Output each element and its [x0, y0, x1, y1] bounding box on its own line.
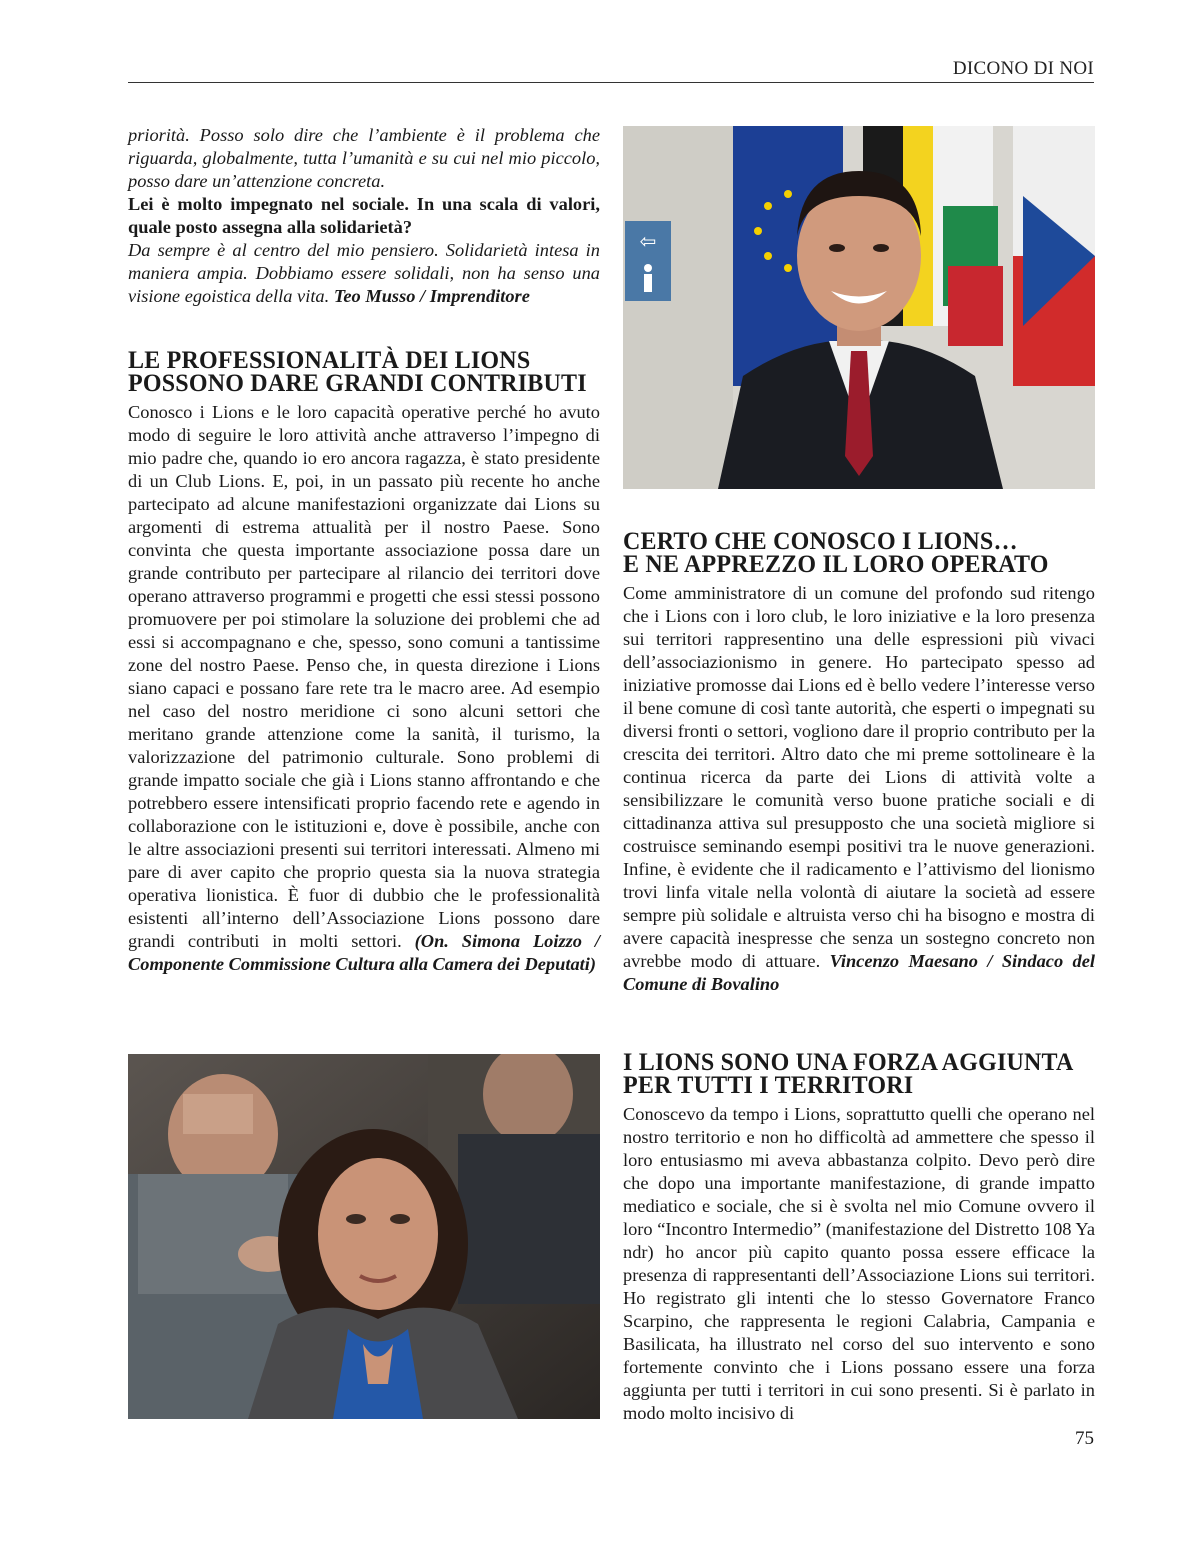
article-left — [128, 346, 600, 976]
section-title: DICONO DI NOI — [952, 58, 1094, 79]
page-number: 75 — [1075, 1428, 1094, 1449]
intro-block — [128, 124, 600, 308]
photo-vincenzo-maesano — [623, 126, 1095, 489]
article-left-body-text: Conosco i Lions e le loro capacità operative perché ho avuto modo di seguire le loro attività anche attraverso l’impegno di mio padre che, quando io ero ancora ragazza, è stato presidente di un Club Lions. E, poi, in un passato più recente ho anche partecipato ad alcune manifestazioni organizzate dai Lions su argomenti di estrema attualità per il nostro Paese. Sono convinta che questa importante associazione possa dare un grande contributo per partecipare al rilancio dei territori dove operano attraverso programmi e progetti che essi stessi possono promuovere per poi stimolare la soluzione dei problemi che ad essi si accompagnano e che, spesso, sono comuni a tantissime zone del nostro Paese. Penso che, in questa direzione i Lions siano capaci e possano fare rete tra le macro aree. Ad esempio nel caso del nostro meridione ci sono alcuni settori che meritano grande attenzione come la sanità, il turismo, la valorizzazione del patrimonio culturale. Sono problemi di grande impatto sociale che già i Lions stanno affrontando e che potrebbero essere intensificati proprio facendo rete e agendo in collaborazione con le istituzioni e, dove è possibile, anche con le altre associazioni presenti sui territori interessati. Almeno mi pare di aver capito che proprio questa sia la nuova strategia operativa lionistica. È fuor di dubbio che le professionalità esistenti all’interno dell’Associazione Lions possono dare grandi contributi in molti settori. — [128, 402, 600, 951]
article-right-1-title-line2: E NE APPREZZO IL LORO OPERATO — [623, 550, 1049, 579]
article-right-2-title-line1: I LIONS SONO UNA FORZA AGGIUNTA — [623, 1048, 1074, 1077]
intro-answer-2 — [128, 239, 600, 308]
intro-answer-2-text: Da sempre è al centro del mio pensiero. Solidarietà intesa in maniera ampia. Dobbiamo essere solidali, non ha senso una visione egoistica della vita. — [128, 240, 600, 306]
photo-simona-loizzo — [128, 1054, 600, 1419]
intro-answer-1: priorità. Posso solo dire che l’ambiente è il problema che riguarda, globalmente, tutta l’umanità e su cui nel mio piccolo, posso dare un’attenzione concreta. — [128, 125, 600, 191]
svg-text:⇦: ⇦ — [639, 229, 657, 253]
article-right-1 — [623, 527, 1095, 996]
article-left-signature: (On. Simona Loizzo / Componente Commissione Cultura alla Camera dei Deputati) — [128, 931, 600, 974]
intro-question: Lei è molto impegnato nel sociale. In una scala di valori, quale posto assegna alla solidarietà? — [128, 194, 600, 237]
man-photo-illustration — [623, 126, 1095, 489]
article-right-1-body — [623, 582, 1095, 996]
article-right-2-title-line2: PER TUTTI I TERRITORI — [623, 1071, 914, 1100]
article-right-1-signature: Vincenzo Maesano / Sindaco del Comune di Bovalino — [623, 951, 1095, 994]
article-right-1-title-line1: CERTO CHE CONOSCO I LIONS… — [623, 527, 1018, 556]
intro-signature: Teo Musso / Imprenditore — [333, 286, 530, 306]
header-divider — [128, 82, 1094, 83]
article-right-1-body-text: Come amministratore di un comune del profondo sud ritengo che i Lions con i loro club, le loro iniziative e la loro presenza sui territori rappresentino una delle espressioni più vivaci dell’associazionismo in genere. Ho partecipato spesso ad iniziative promosse dai Lions ed è bello vedere l’interesse verso il bene comune di così tante autorità, che esperti o impegnati su diversi fronti o settori, vogliono dare il proprio contributo per la crescita dei territori. Altro dato che mi preme sottolineare è la continua ricerca da parte dei Lions di attività volte a sensibilizzare le comunità verso buone pratiche sociali e di cittadinanza attiva sul presupposto che una società migliore si costruisce seminando esempi positivi tra le nuove generazioni. Infine, è evidente che il radicamento e l’attivismo del lionismo trovi linfa vitale nella volontà di aiutare la società ad essere sempre più solidale e altruista verso chi ha bisogno e mostra di avere capacità inespresse che senza un sostegno concreto non avrebbe modo di attuare. — [623, 583, 1095, 971]
article-right-1-title — [623, 527, 1095, 579]
article-right-2-body: Conoscevo da tempo i Lions, soprattutto quelli che operano nel nostro territorio e non ho difficoltà ad ammettere che spesso il loro entusiasmo mi aveva abbastanza colpito. Devo però dire che dopo una importante manifestazione, di grande impatto mediatico e sociale, che si è svolta nel mio Comune ovvero il loro “Incontro Intermedio” (manifestazione del Distretto 108 Ya ndr) ho ancor più capito quanto possa essere efficace la presenza di rappresentanti dell’Associazione Lions sui territori. Ho registrato gli intenti che lo stesso Governatore Franco Scarpino, che rappresenta le regioni Calabria, Campania e Basilicata, ha illustrato nel corso del suo intervento e sono fortemente convinto che i Lions possano essere una forza aggiunta per tutti i territori in cui sono presenti. Si è parlato in modo molto incisivo di — [623, 1104, 1095, 1423]
article-left-body — [128, 401, 600, 976]
woman-photo-illustration — [128, 1054, 600, 1419]
article-left-title-line1: LE PROFESSIONALITÀ DEI LIONS — [128, 346, 531, 375]
article-right-2 — [623, 1048, 1095, 1425]
article-left-title-line2: POSSONO DARE GRANDI CONTRIBUTI — [128, 369, 587, 398]
article-left-title — [128, 346, 600, 398]
article-right-2-title — [623, 1048, 1095, 1100]
